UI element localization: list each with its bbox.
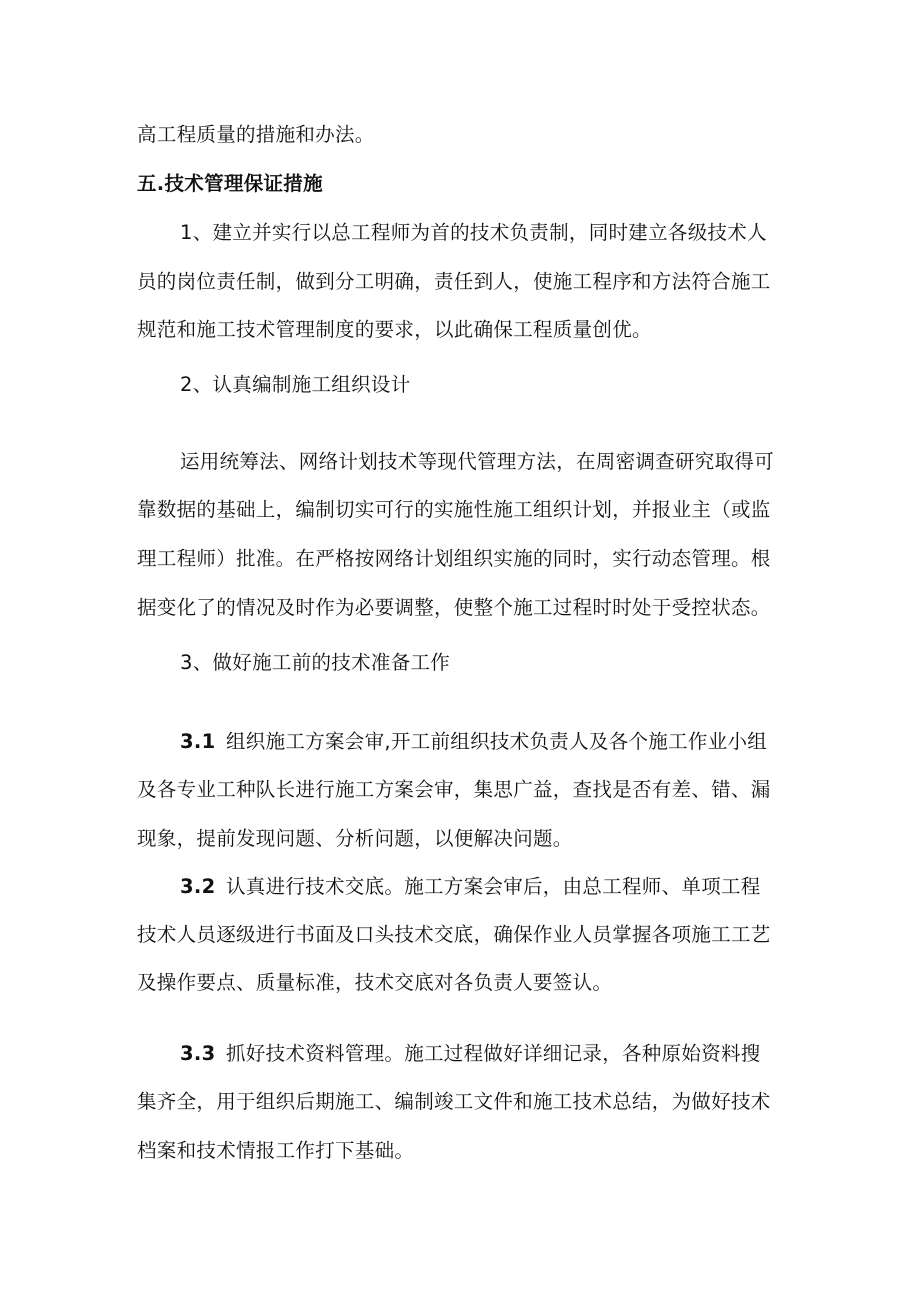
section-heading: 五.技术管理保证措施	[137, 172, 323, 195]
text-line: 及操作要点、质量标准，技术交底对各负责人要签认。	[137, 971, 613, 994]
text-line: 规范和施工技术管理制度的要求，以此确保工程质量创优。	[137, 318, 652, 341]
text-line: 抓好技术资料管理。施工过程做好详细记录，各种原始资料搜	[226, 1042, 761, 1065]
section-number: 3.3	[180, 1042, 216, 1065]
subsection-3-1	[180, 728, 790, 756]
text-line: 靠数据的基础上，编制切实可行的实施性施工组织计划，并报业主（或监	[137, 498, 771, 521]
text-line: 组织施工方案会审,开工前组织技术负责人及各个施工作业小组	[226, 730, 768, 753]
section-number: 3.2	[180, 875, 216, 898]
text-line: 及各专业工种队长进行施工方案会审，集思广益，查找是否有差、错、漏	[137, 778, 771, 801]
section-number: 3.1	[180, 730, 216, 753]
subsection-3-3	[180, 1040, 790, 1068]
text-line: 档案和技术情报工作打下基础。	[137, 1139, 415, 1162]
text-line: 据变化了的情况及时作为必要调整，使整个施工过程时时处于受控状态。	[137, 596, 771, 619]
text-line: 1、建立并实行以总工程师为首的技术负责制，同时建立各级技术人	[180, 221, 767, 244]
text-line: 员的岗位责任制，做到分工明确，责任到人，使施工程序和方法符合施工	[137, 270, 771, 293]
text-line: 2、认真编制施工组织设计	[180, 373, 411, 396]
text-line: 3、做好施工前的技术准备工作	[180, 651, 451, 674]
text-line: 集齐全，用于组织后期施工、编制竣工文件和施工技术总结，为做好技术	[137, 1090, 771, 1113]
subsection-3-2	[180, 873, 790, 901]
text-line: 技术人员逐级进行书面及口头技术交底，确保作业人员掌握各项施工工艺	[137, 923, 771, 946]
text-line: 认真进行技术交底。施工方案会审后，由总工程师、单项工程	[226, 875, 761, 898]
text-line: 运用统筹法、网络计划技术等现代管理方法，在周密调查研究取得可	[180, 450, 775, 473]
text-line: 高工程质量的措施和办法。	[137, 123, 375, 146]
text-line: 现象，提前发现问题、分析问题，以便解决问题。	[137, 827, 573, 850]
text-line: 理工程师）批准。在严格按网络计划组织实施的同时，实行动态管理。根	[137, 547, 771, 570]
